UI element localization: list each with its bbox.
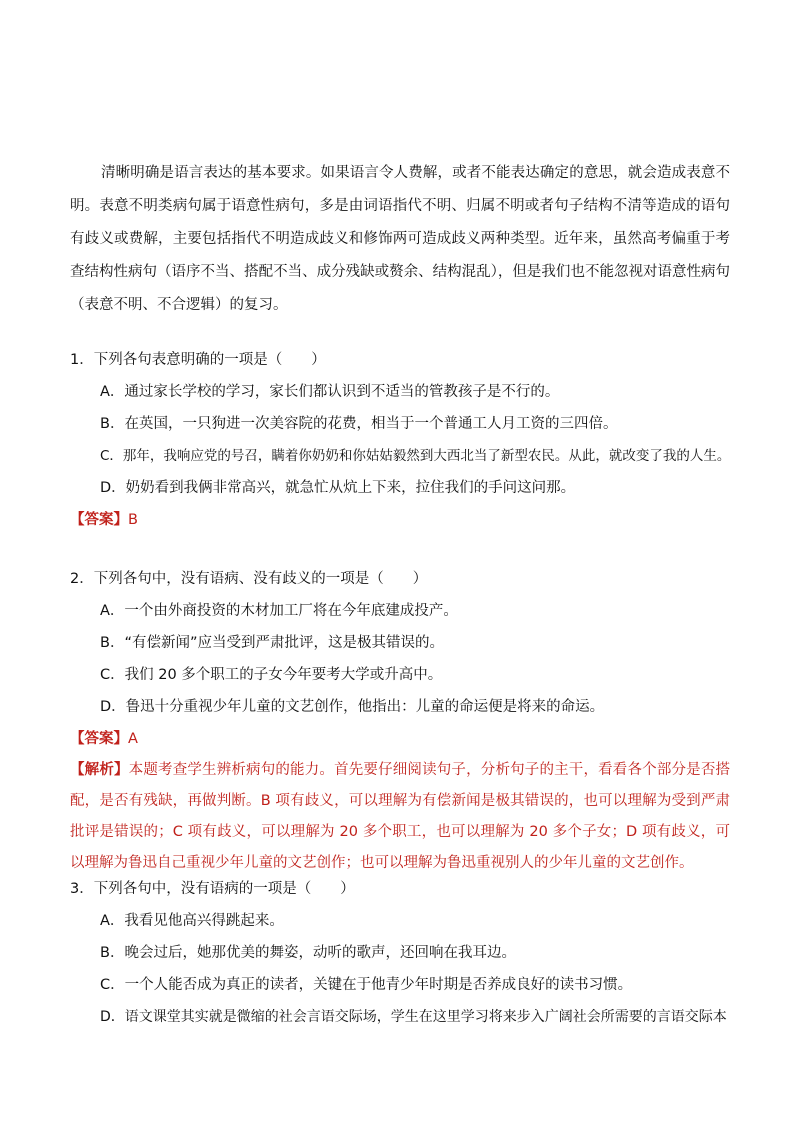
- option-b: B．晚会过后，她那优美的舞姿，动听的歌声，还回响在我耳边。: [100, 945, 516, 961]
- answer-line: [70, 504, 730, 536]
- answer-value: A: [128, 731, 138, 747]
- answer-label: 【答案】: [70, 731, 128, 747]
- option-d: D．语文课堂其实就是微缩的社会言语交际场，学生在这里学习将来步入广阔社会所需要的言语交际本: [100, 1009, 727, 1025]
- option-c: C．那年，我响应党的号召，瞒着你奶奶和你姑姑毅然到大西北当了新型农民。从此，就改变了我的人生。: [100, 448, 731, 464]
- analysis-paragraph: [70, 755, 730, 879]
- question-3: [70, 873, 730, 1033]
- option-b: B．“有偿新闻”应当受到严肃批评，这是极其错误的。: [100, 635, 444, 651]
- option-a: A．通过家长学校的学习，家长们都认识到不适当的管教孩子是不行的。: [100, 384, 560, 400]
- answer-line: [70, 723, 730, 755]
- option-c: C．一个人能否成为真正的读者，关键在于他青少年时期是否养成良好的读书习惯。: [100, 977, 633, 993]
- question-stem: 1．下列各句表意明确的一项是（ ）: [70, 352, 326, 368]
- question-stem: 3．下列各句中，没有语病的一项是（ ）: [70, 881, 355, 897]
- option-c: C．我们 20 多个职工的子女今年要考大学或升高中。: [100, 667, 443, 683]
- analysis-text: 本题考查学生辨析病句的能力。首先要仔细阅读句子，分析句子的主干，看看各个部分是否搭配，是否有残缺，再做判断。B 项有歧义，可以理解为有偿新闻是极其错误的，也可以理解为受到严肃批评是错误的；C 项有歧义，可以理解为 20 多个职工，也可以理解为 20 多个子女；D 项有歧义，可以理解为鲁迅自己重视少年儿童的文艺创作；也可以理解为鲁迅重视别人的少年儿童的文艺创作。: [70, 762, 731, 871]
- option-a: A．我看见他高兴得跳起来。: [100, 913, 284, 929]
- intro-paragraph: 清晰明确是语言表达的基本要求。如果语言令人费解，或者不能表达确定的意思，就会造成表意不明。表意不明类病句属于语意性病句，多是由词语指代不明、归属不明或者句子结构不清等造成的语句有歧义或费解，主要包括指代不明造成歧义和修饰两可造成歧义两种类型。近年来，虽然高考偏重于考查结构性病句（语序不当、搭配不当、成分残缺或赘余、结构混乱），但是我们也不能忽视对语意性病句（表意不明、不合逻辑）的复习。: [70, 165, 730, 313]
- option-b: B．在英国，一只狗进一次美容院的花费，相当于一个普通工人月工资的三四倍。: [100, 416, 618, 432]
- answer-value: B: [128, 512, 138, 528]
- question-2: [70, 563, 730, 879]
- option-d: D．奶奶看到我俩非常高兴，就急忙从炕上下来，拉住我们的手问这问那。: [100, 480, 576, 496]
- question-stem: 2．下列各句中，没有语病、没有歧义的一项是（ ）: [70, 571, 428, 587]
- option-d: D．鲁迅十分重视少年儿童的文艺创作，他指出：儿童的命运便是将来的命运。: [100, 699, 605, 715]
- analysis-label: 【解析】: [70, 762, 129, 778]
- answer-label: 【答案】: [70, 512, 128, 528]
- question-1: [70, 344, 730, 536]
- option-a: A．一个由外商投资的木材加工厂将在今年底建成投产。: [100, 603, 458, 619]
